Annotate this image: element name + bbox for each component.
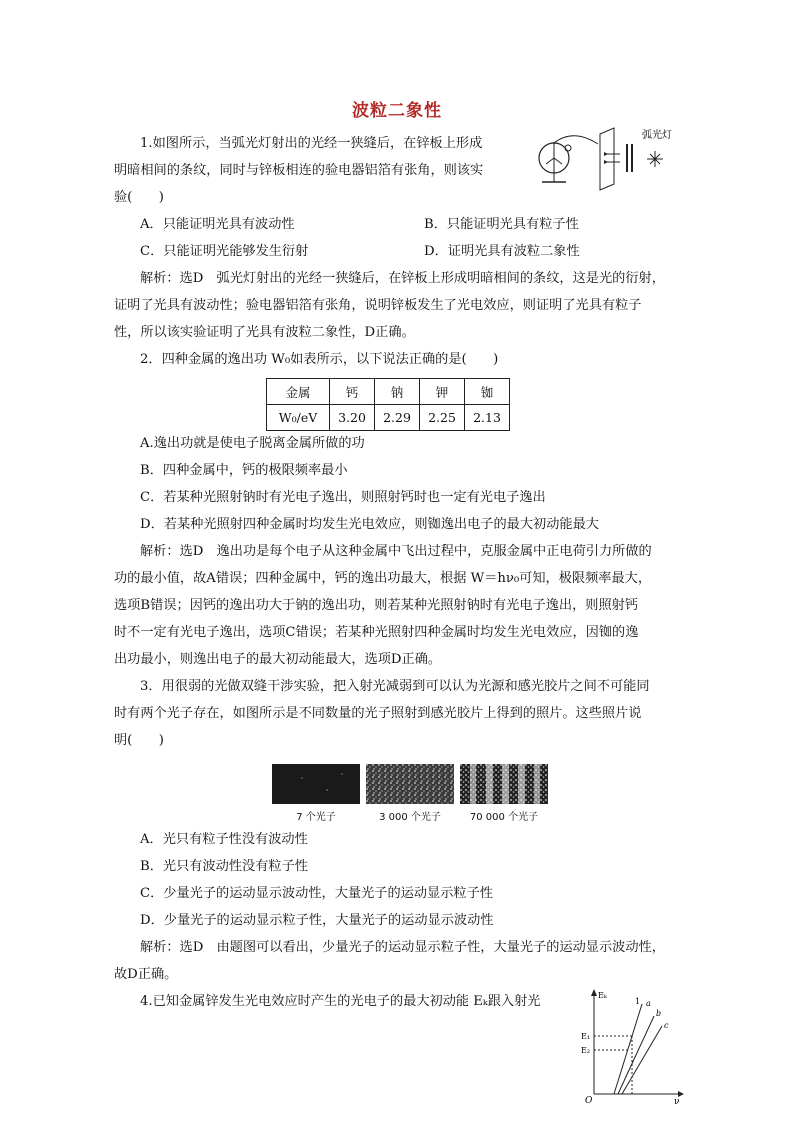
graph-origin-label: O	[585, 1096, 593, 1106]
q1-analysis-line: 证明了光具有波动性；验电器铝箔有张角，说明锌板发生了光电效应，则证明了光具有粒子	[114, 298, 642, 313]
q1-stem-line: 1.如图所示，当弧光灯射出的光经一狭缝后，在锌板上形成	[140, 136, 483, 151]
table-cell: 2.13	[465, 405, 510, 431]
q2-analysis-line: 时不一定有光电子逸出，选项C错误；若某种光照射四种金属时均发生光电效应，因铷的逸	[114, 625, 639, 640]
q2-option-a: A.逸出功就是使电子脱离金属所做的功	[140, 436, 365, 451]
q1-option-c: C．只能证明光能够发生衍射	[140, 244, 309, 259]
photo-70000-photons	[460, 764, 548, 804]
q3-stem-line: 时有两个光子存在，如图所示是不同数量的光子照射到感光胶片上得到的照片。这些照片说	[114, 706, 642, 721]
q1-stem-line: 验( )	[114, 190, 164, 205]
q2-analysis-line: 解析：选D 逸出功是每个电子从这种金属中飞出过程中，克服金属中正电荷引力所做的	[140, 544, 652, 559]
q3-option-b: B．光只有波动性没有粒子性	[140, 859, 308, 874]
q1-analysis-line: 解析：选D 弧光灯射出的光经一狭缝后，在锌板上形成明暗相间的条纹，这是光的衍射，	[140, 271, 665, 286]
q2-option-b: B．四种金属中，钙的极限频率最小	[140, 463, 348, 478]
q4-ek-graph	[580, 986, 684, 1106]
work-function-table	[266, 378, 510, 431]
q3-stem-line: 明( )	[114, 733, 164, 748]
graph-e2-label: E₂	[581, 1046, 591, 1055]
q2-analysis-line: 出功最小，则逸出电子的最大初动能最大，选项D正确。	[114, 652, 442, 667]
graph-x-axis-label: ν	[674, 1097, 680, 1106]
q1-stem-line: 明暗相间的条纹，同时与锌板相连的验电器铝箔有张角，则该实	[114, 163, 484, 178]
q1-experiment-figure	[528, 124, 688, 196]
photo-caption: 70 000 个光子	[469, 812, 539, 823]
q2-option-c: C．若某种光照射钠时有光电子逸出，则照射钙时也一定有光电子逸出	[140, 490, 546, 505]
q2-analysis-line: 功的最小值，故A错误；四种金属中，钙的逸出功最大，根据 W＝hν₀可知，极限频率最大，	[114, 571, 652, 586]
graph-line-b-label: b	[656, 1009, 662, 1018]
q1-analysis-line: 性，所以该实验证明了光具有波粒二象性，D正确。	[114, 325, 415, 340]
graph-e1-label: E₁	[581, 1032, 591, 1041]
q3-analysis-line: 解析：选D 由题图可以看出，少量光子的运动显示粒子性，大量光子的运动显示波动性，	[140, 940, 665, 955]
q4-stem: 4.已知金属锌发生光电效应时产生的光电子的最大初动能 Eₖ跟入射光	[140, 994, 541, 1009]
q1-option-d: D．证明光具有波粒二象性	[424, 244, 580, 259]
photo-caption: 3 000 个光子	[379, 812, 441, 823]
photo-caption: 7 个光子	[296, 812, 336, 823]
q1-option-a: A．只能证明光具有波动性	[140, 217, 295, 232]
table-header-cell: 钙	[330, 379, 375, 405]
photo-3000-photons	[366, 764, 454, 804]
table-header-cell: 金属	[267, 379, 330, 405]
q3-option-d: D．少量光子的运动显示粒子性，大量光子的运动显示波动性	[140, 913, 494, 928]
q3-stem-line: 3．用很弱的光做双缝干涉实验，把入射光减弱到可以认为光源和感光胶片之间不可能同	[140, 679, 650, 694]
q1-figure-label: 弧光灯	[642, 130, 672, 141]
table-cell: 2.25	[420, 405, 465, 431]
q3-option-a: A．光只有粒子性没有波动性	[140, 832, 308, 847]
q2-option-d: D．若某种光照射四种金属时均发生光电效应，则铷逸出电子的最大初动能最大	[140, 517, 599, 532]
q3-analysis-line: 故D正确。	[114, 967, 178, 982]
photo-7-photons	[272, 764, 360, 804]
table-cell: W₀/eV	[267, 405, 330, 431]
q1-option-b: B．只能证明光具有粒子性	[424, 217, 579, 232]
page-title: 波粒二象性	[352, 101, 442, 121]
graph-line-1-label: 1	[635, 997, 641, 1006]
q2-stem: 2．四种金属的逸出功 W₀如表所示，以下说法正确的是( )	[140, 352, 499, 367]
table-header-cell: 铷	[465, 379, 510, 405]
q2-analysis-line: 选项B错误；因钙的逸出功大于钠的逸出功，则若某种光照射钠时有光电子逸出，则照射钙	[114, 598, 638, 613]
q3-option-c: C．少量光子的运动显示波动性，大量光子的运动显示粒子性	[140, 886, 493, 901]
table-cell: 2.29	[375, 405, 420, 431]
graph-y-axis-label: Eₖ	[598, 991, 607, 1000]
table-header-cell: 钠	[375, 379, 420, 405]
graph-line-a-label: a	[646, 999, 651, 1008]
graph-line-c-label: c	[664, 1021, 669, 1030]
table-header-cell: 钾	[420, 379, 465, 405]
table-cell: 3.20	[330, 405, 375, 431]
